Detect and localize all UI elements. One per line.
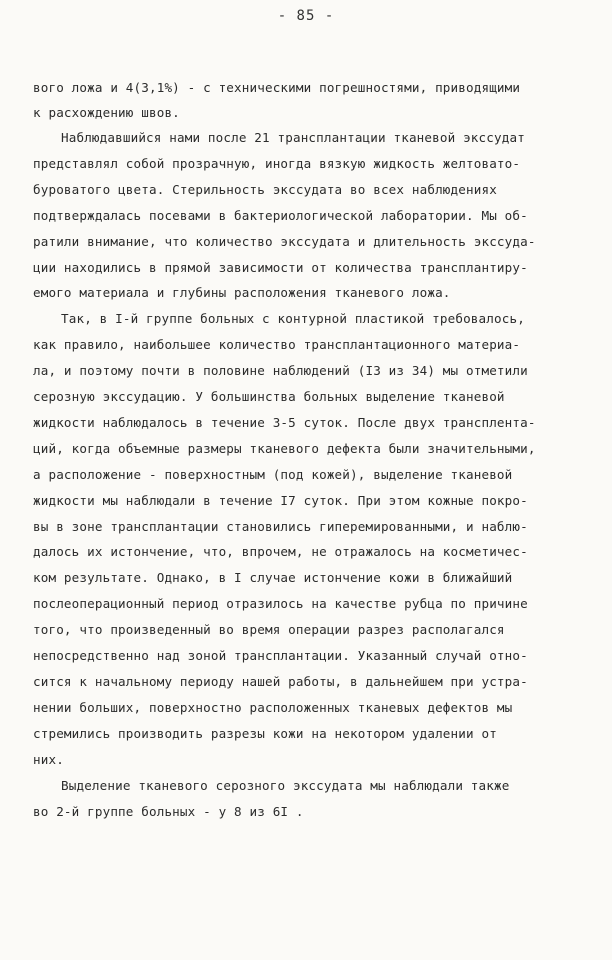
text-line: подтверждалась посевами в бактериологической лаборатории. Мы об- [33, 208, 528, 223]
page-number: - 85 - [277, 8, 335, 24]
text-line: к расхождению швов. [33, 105, 180, 120]
text-line: жидкости наблюдалось в течение 3-5 суток. После двух трансплента- [33, 415, 536, 430]
text-line: непосредственно над зоной трансплантации. Указанный случай отно- [33, 648, 528, 663]
text-line: а расположение - поверхностным (под кожей), выделение тканевой [33, 467, 513, 482]
paragraph-first-line: Наблюдавшийся нами после 21 трансплантации тканевой экссудат [61, 130, 525, 145]
text-line: послеоперационный период отразилось на качестве рубца по причине [33, 596, 528, 611]
text-line: представлял собой прозрачную, иногда вязкую жидкость желтовато- [33, 156, 521, 171]
text-line: них. [33, 752, 64, 767]
text-line: серозную экссудацию. У большинства больных выделение тканевой [33, 389, 505, 404]
text-line: во 2-й группе больных - у 8 из 6I . [33, 804, 304, 819]
text-line: далось их истончение, что, впрочем, не отражалось на косметичес- [33, 544, 528, 559]
text-line: вого ложа и 4(3,1%) - с техническими погрешностями, приводящими [33, 80, 521, 95]
paragraph-first-line: Выделение тканевого серозного экссудата мы наблюдали также [61, 778, 510, 793]
text-line: ратили внимание, что количество экссудата и длительность экссуда- [33, 234, 536, 249]
text-line: стремились производить разрезы кожи на некотором удалении от [33, 726, 497, 741]
text-line: вы в зоне трансплантации становились гиперемированными, и наблю- [33, 519, 528, 534]
text-line: ции находились в прямой зависимости от количества трансплантиру- [33, 260, 528, 275]
paragraph-first-line: Так, в I-й группе больных с контурной пластикой требовалось, [61, 311, 525, 326]
text-line: сится к начальному периоду нашей работы, в дальнейшем при устра- [33, 674, 528, 689]
text-line: емого материала и глубины расположения тканевого ложа. [33, 285, 451, 300]
text-line: ла, и поэтому почти в половине наблюдений (I3 из 34) мы отметили [33, 363, 528, 378]
text-line: ком результате. Однако, в I случае истончение кожи в ближайший [33, 570, 513, 585]
text-line: нении больших, поверхностно расположенных тканевых дефектов мы [33, 700, 513, 715]
text-line: как правило, наибольшее количество трансплантационного материа- [33, 337, 521, 352]
text-line: того, что произведенный во время операции разрез располагался [33, 622, 505, 637]
text-line: буроватого цвета. Стерильность экссудата во всех наблюдениях [33, 182, 497, 197]
text-line: жидкости мы наблюдали в течение I7 суток. При этом кожные покро- [33, 493, 528, 508]
text-line: ций, когда объемные размеры тканевого дефекта были значительными, [33, 441, 536, 456]
